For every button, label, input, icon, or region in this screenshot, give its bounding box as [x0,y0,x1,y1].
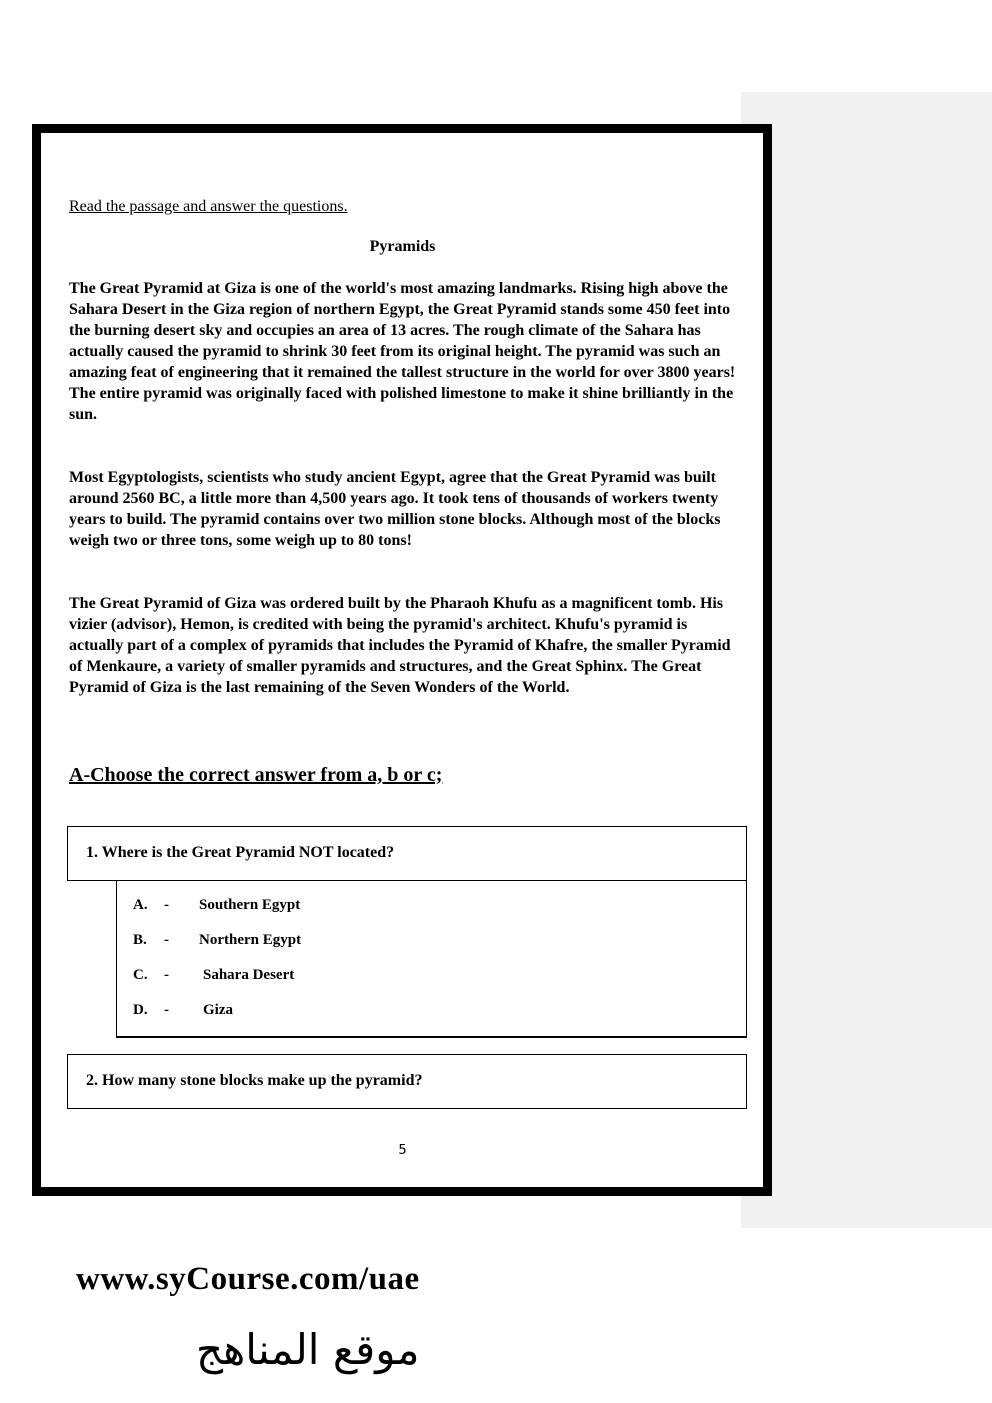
option-text: Southern Egypt [199,897,301,913]
option-text: Giza [203,1002,233,1018]
passage-title: Pyramids [369,238,436,255]
footer-url: www.syCourse.com/uae [76,1261,420,1297]
page-number: 5 [398,1143,407,1158]
option-dash: - [164,967,169,983]
footer-arabic-text: موقع المناهج [196,1325,420,1374]
passage-paragraph-3: The Great Pyramid of Giza was ordered built by the Pharaoh Khufu as a magnificent tomb. His vizier (advisor), Hemon, is credited with being the pyramid's architect. Khufu's pyramid is actually part of a complex of pyramids that includes the Pyramid of Khafre, the smaller Pyramid of Menkaure, a variety of smaller pyramids and structures, and the Great Sphinx. The Great Pyramid of Giza is the last remaining of the Seven Wonders of the World. [69,595,731,696]
question-1-box [67,826,747,881]
question-2-box [67,1054,747,1109]
option-text: Northern Egypt [199,932,302,948]
option-letter: D. [133,1002,148,1018]
option-dash: - [164,932,169,948]
passage-paragraph-1: The Great Pyramid at Giza is one of the world's most amazing landmarks. Rising high above the Sahara Desert in the Giza region of northern Egypt, the Great Pyramid stands some 450 feet into the burning desert sky and occupies an area of 13 acres. The rough climate of the Sahara has actually caused the pyramid to shrink 30 feet from its original height. The pyramid was such an amazing feat of engineering that it remained the tallest structure in the world for over 3800 years! The entire pyramid was originally faced with polished limestone to make it shine brilliantly in the sun. [69,280,736,423]
margin-panel [741,92,992,1228]
option-letter: A. [133,897,148,913]
option-dash: - [164,897,169,913]
question-1-text: 1. Where is the Great Pyramid NOT located? [86,844,395,861]
worksheet-frame [32,124,772,1196]
section-heading: A-Choose the correct answer from a, b or c; [69,764,443,786]
instruction-text: Read the passage and answer the questions. [69,198,348,215]
option-dash: - [164,1002,169,1018]
option-letter: C. [133,967,148,983]
option-letter: B. [133,932,147,948]
question-1-options [116,881,747,1038]
passage-paragraph-2: Most Egyptologists, scientists who study ancient Egypt, agree that the Great Pyramid was built around 2560 BC, a little more than 4,500 years ago. It took tens of thousands of workers twenty years to build. The pyramid contains over two million stone blocks. Although most of the blocks weigh two or three tons, some weigh up to 80 tons! [69,469,721,549]
question-2-text: 2. How many stone blocks make up the pyramid? [86,1072,423,1089]
option-text: Sahara Desert [203,967,295,983]
